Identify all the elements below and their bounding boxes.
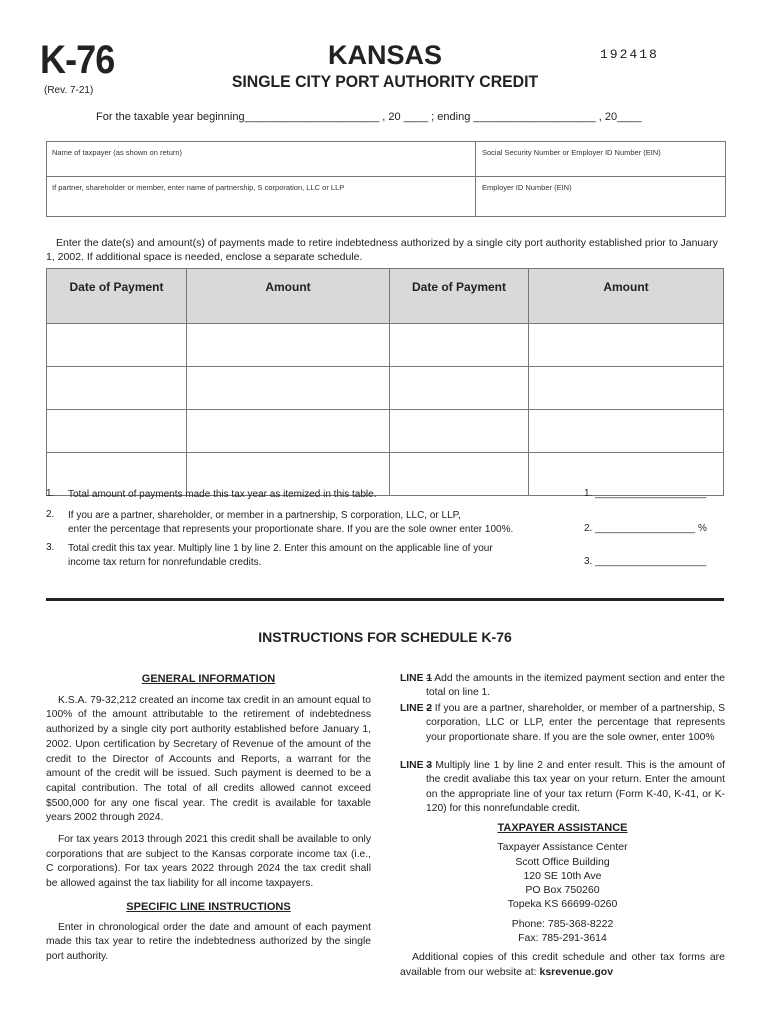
line-3-number: 3. — [46, 542, 55, 553]
amount-cell[interactable] — [529, 324, 724, 367]
amount-cell[interactable] — [529, 410, 724, 453]
footer-text-body: Additional copies of this credit schedule and other tax forms are available from our website at: — [400, 951, 725, 978]
general-info-p2: For tax years 2013 through 2021 this credit shall be available to only corporations that are subject to the Kansas corporate income tax (i.e., C corporations). For tax years 2022 through 2024 the tax credit shall be allowed against the tax liability for all income taxpayers. — [46, 834, 371, 890]
assistance-heading: TAXPAYER ASSISTANCE — [497, 822, 628, 834]
revision-date: (Rev. 7-21) — [44, 85, 94, 96]
general-info-heading: GENERAL INFORMATION — [141, 673, 276, 685]
assistance-line: Taxpayer Assistance Center — [497, 841, 628, 854]
amount-cell[interactable] — [187, 324, 390, 367]
amount-cell[interactable] — [187, 410, 390, 453]
ssn-ein-field[interactable]: Social Security Number or Employer ID Number (EIN) — [482, 148, 661, 157]
date-cell[interactable] — [390, 367, 529, 410]
date-cell[interactable] — [47, 410, 187, 453]
line-1-number: 1. — [46, 488, 55, 499]
col-amount: Amount — [187, 269, 390, 324]
specific-line-heading: SPECIFIC LINE INSTRUCTIONS — [126, 900, 291, 913]
line-2-instruction — [400, 702, 725, 745]
assistance-line: Topeka KS 66699-0260 — [507, 898, 618, 911]
assistance-line: Scott Office Building — [515, 855, 610, 868]
general-info-section — [46, 672, 371, 965]
table-row — [47, 367, 724, 410]
partnership-name-field[interactable]: If partner, shareholder or member, enter name of partnership, S corporation, LLC or LLP — [52, 183, 345, 192]
date-cell[interactable] — [390, 324, 529, 367]
date-cell[interactable] — [390, 453, 529, 496]
instructions-title: INSTRUCTIONS FOR SCHEDULE K-76 — [258, 629, 512, 645]
line-1-text: Total amount of payments made this tax year as itemized in this table. — [68, 489, 377, 500]
section-divider — [46, 598, 724, 601]
amount-cell[interactable] — [529, 367, 724, 410]
line-3-field[interactable]: 3. ____________________ — [584, 556, 707, 567]
line-1-instruction-text: – Add the amounts in the itemized payment section and enter the total on line 1. — [426, 673, 725, 699]
line-2-label: LINE 2 — [400, 703, 433, 714]
line-3-instruction-text: – Multiply line 1 by line 2 and enter result. This is the amount of the credit avaliabe this tax year on your return. Enter the amount on the appropriate line of your tax return (Form K-40, K-41, or K-120) for this nonrefundable credit. — [426, 760, 725, 814]
line-1-label: LINE 1 — [400, 673, 433, 684]
tax-year-line[interactable]: For the taxable year beginning______________________ , 20 ____ ; ending ____________________ , 20____ — [96, 111, 642, 123]
line-3-label: LINE 3 — [400, 760, 433, 771]
assistance-line: PO Box 750260 — [525, 884, 600, 897]
website-link[interactable]: ksrevenue.gov — [539, 965, 614, 978]
taxpayer-name-field[interactable]: Name of taxpayer (as shown on return) — [52, 148, 183, 157]
table-row — [47, 410, 724, 453]
fax-number: Fax: 785-291-3614 — [518, 932, 607, 945]
line-3-text: Total credit this tax year. Multiply line 1 by line 2. Enter this amount on the applicable line of your — [68, 543, 493, 554]
payment-table — [46, 268, 724, 496]
phone-number: Phone: 785-368-8222 — [511, 917, 614, 930]
footer-text — [400, 950, 725, 979]
line-2-instruction-text: – If you are a partner, shareholder, or member of a partnership, S corporation, LLC or LLP, enter the percentage that represents your proportionate share. If you are the sole owner, enter 100% — [426, 703, 725, 743]
intro-text: Enter the date(s) and amount(s) of payments made to retire indebtedness authorized by a single city port authority established prior to January 1, 2002. If additional space is needed, enclose a separate schedule. — [46, 237, 718, 263]
date-cell[interactable] — [47, 324, 187, 367]
date-cell[interactable] — [47, 367, 187, 410]
col-date-of-payment: Date of Payment — [47, 269, 187, 324]
line-2-text: If you are a partner, shareholder, or member in a partnership, S corporation, LLC, or LLP, — [68, 510, 461, 521]
amount-cell[interactable] — [187, 367, 390, 410]
line-1-instruction — [400, 672, 725, 701]
date-cell[interactable] — [390, 410, 529, 453]
divider — [475, 142, 476, 216]
line-3-instruction — [400, 759, 725, 816]
assistance-line: 120 SE 10th Ave — [523, 869, 602, 882]
ein-field[interactable]: Employer ID Number (EIN) — [482, 183, 572, 192]
general-info-p1: K.S.A. 79-32,212 created an income tax credit in an amount equal to 100% of the amount attributable to the retirement of indebtedness authorized by a single city port authority established before January 1, 2002. Upon certification by Secretary of Revenue of the amount of the credit to the Director of Accounts and Reports, a warrant for the amount of the credit will be issued. Such payment is deemed to be a capital contribution. The total of all credits allowed cannot exceed $500,000 for any one fiscal year. The credit is available for taxable years 2002 through 2024. — [46, 694, 371, 824]
taxpayer-id-box — [46, 141, 726, 217]
form-number: K-76 — [40, 38, 115, 82]
line-1-field[interactable]: 1. ____________________ — [584, 488, 707, 499]
state-name: KANSAS — [327, 40, 442, 70]
line-3-text-cont: income tax return for nonrefundable credits. — [68, 557, 262, 568]
taxpayer-assistance-section — [400, 821, 725, 979]
divider — [47, 176, 725, 177]
col-date-of-payment: Date of Payment — [390, 269, 529, 324]
line-2-text-cont: enter the percentage that represents your proportionate share. If you are the sole owner enter 100%. — [68, 524, 514, 535]
line-2-number: 2. — [46, 509, 55, 520]
form-code: 192418 — [600, 47, 659, 62]
col-amount: Amount — [529, 269, 724, 324]
specific-line-p1: Enter in chronological order the date and amount of each payment made this tax year to retire the indebtedness authorized by the single port authority. — [46, 921, 371, 962]
table-row — [47, 324, 724, 367]
form-title: SINGLE CITY PORT AUTHORITY CREDIT — [231, 72, 539, 91]
line-2-field[interactable]: 2. __________________ % — [584, 523, 707, 534]
